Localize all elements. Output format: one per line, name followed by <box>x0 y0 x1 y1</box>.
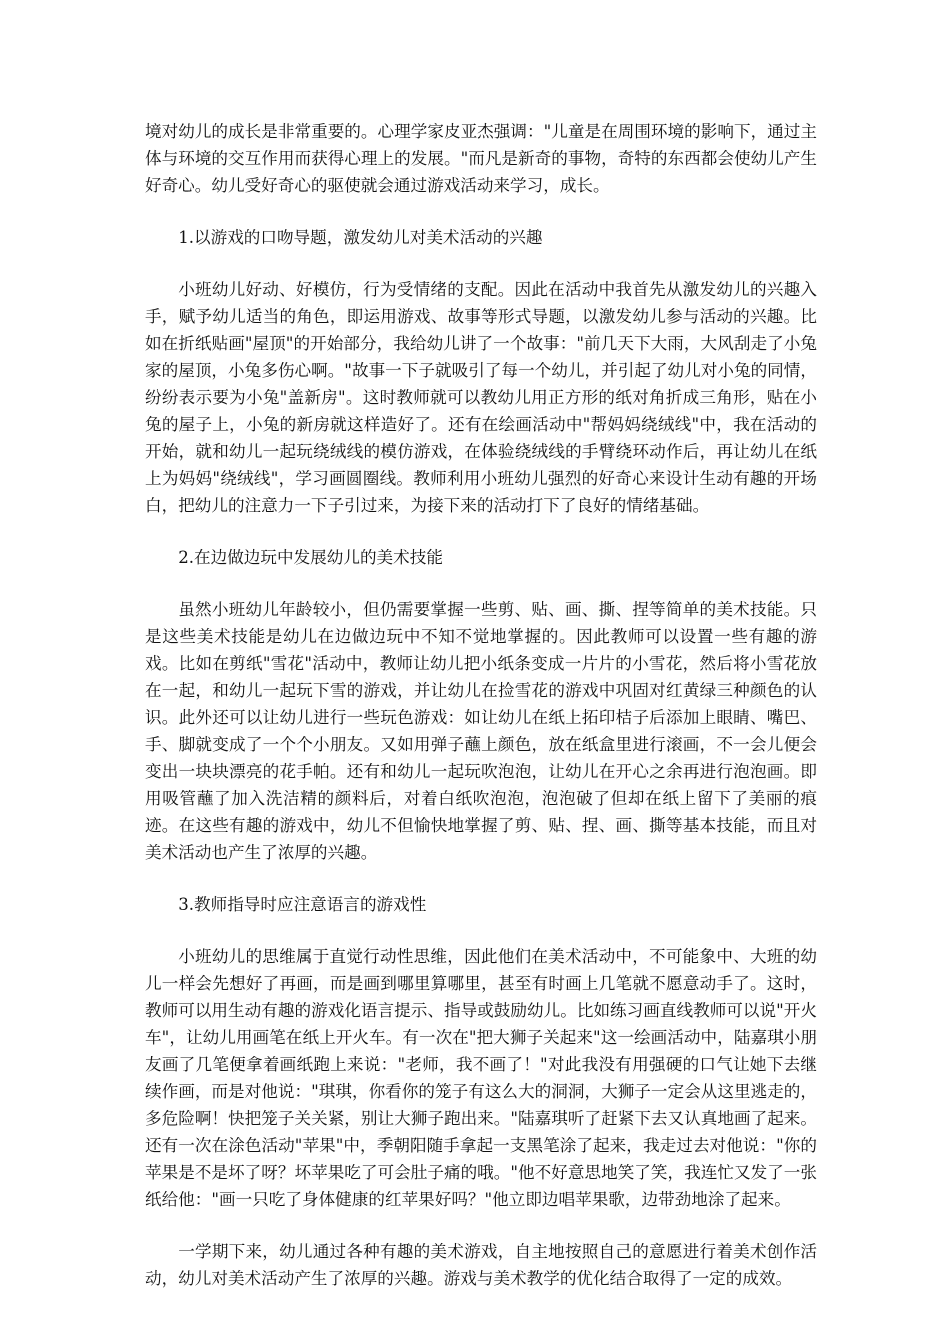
section-1-paragraph: 小班幼儿好动、好模仿，行为受情绪的支配。因此在活动中我首先从激发幼儿的兴趣入手，赋予幼儿适当的角色，即运用游戏、故事等形式导题，以激发幼儿参与活动的兴趣。比如在折纸贴画"屋顶"的开始部分，我给幼儿讲了一个故事："前几天下大雨，大风刮走了小兔家的屋顶，小兔多伤心啊。"故事一下子就吸引了每一个幼儿，并引起了幼儿对小兔的同情，纷纷表示要为小兔"盖新房"。这时教师就可以教幼儿用正方形的纸对角折成三角形，贴在小兔的屋子上，小兔的新房就这样造好了。还有在绘画活动中"帮妈妈绕绒线"中，我在活动的开始，就和幼儿一起玩绕绒线的模仿游戏，在体验绕绒线的手臂绕环动作后，再让幼儿在纸上为妈妈"绕绒线"，学习画圆圈线。教师利用小班幼儿强烈的好奇心来设计生动有趣的开场白，把幼儿的注意力一下子引过来，为接下来的活动打下了良好的情绪基础。 <box>145 280 817 515</box>
section-2-paragraph: 虽然小班幼儿年龄较小，但仍需要掌握一些剪、贴、画、撕、捏等简单的美术技能。只是这些美术技能是幼儿在边做边玩中不知不觉地掌握的。因此教师可以设置一些有趣的游戏。比如在剪纸"雪花"活动中，教师让幼儿把小纸条变成一片片的小雪花，然后将小雪花放在一起，和幼儿一起玩下雪的游戏，并让幼儿在捡雪花的游戏中巩固对红黄绿三种颜色的认识。此外还可以让幼儿进行一些玩色游戏：如让幼儿在纸上拓印桔子后添加上眼睛、嘴巴、手、脚就变成了一个个小朋友。又如用弹子蘸上颜色，放在纸盒里进行滚画，不一会儿便会变出一块块漂亮的花手帕。还有和幼儿一起玩吹泡泡，让幼儿在开心之余再进行泡泡画。即用吸管蘸了加入洗洁精的颜料后，对着白纸吹泡泡，泡泡破了但却在纸上留下了美丽的痕迹。在这些有趣的游戏中，幼儿不但愉快地掌握了剪、贴、捏、画、撕等基本技能，而且对美术活动也产生了浓厚的兴趣。 <box>145 600 817 862</box>
intro-paragraph: 境对幼儿的成长是非常重要的。心理学家皮亚杰强调："儿童是在周围环境的影响下，通过主体与环境的交互作用而获得心理上的发展。"而凡是新奇的事物，奇特的东西都会使幼儿产生好奇心。幼儿受好奇心的驱使就会通过游戏活动来学习，成长。 <box>145 122 817 195</box>
document-page <box>145 118 817 1317</box>
section-2-heading: 2.在边做边玩中发展幼儿的美术技能 <box>178 548 443 567</box>
conclusion-paragraph: 一学期下来，幼儿通过各种有趣的美术游戏，自主地按照自己的意愿进行着美术创作活动，幼儿对美术活动产生了浓厚的兴趣。游戏与美术教学的优化结合取得了一定的成效。 <box>145 1242 817 1288</box>
section-1-heading: 1.以游戏的口吻导题，激发幼儿对美术活动的兴趣 <box>178 228 543 247</box>
section-3-paragraph: 小班幼儿的思维属于直觉行动性思维，因此他们在美术活动中，不可能象中、大班的幼儿一样会先想好了再画，而是画到哪里算哪里，甚至有时画上几笔就不愿意动手了。这时，教师可以用生动有趣的游戏化语言提示、指导或鼓励幼儿。比如练习画直线教师可以说"开火车"，让幼儿用画笔在纸上开火车。有一次在"把大狮子关起来"这一绘画活动中，陆嘉琪小朋友画了几笔便拿着画纸跑上来说："老师，我不画了！"对此我没有用强硬的口气让她下去继续作画，而是对他说："琪琪，你看你的笼子有这么大的洞洞，大狮子一定会从这里逃走的，多危险啊！快把笼子关关紧，别让大狮子跑出来。"陆嘉琪听了赶紧下去又认真地画了起来。还有一次在涂色活动"苹果"中，季朝阳随手拿起一支黑笔涂了起来，我走过去对他说："你的苹果是不是坏了呀？坏苹果吃了可会肚子痛的哦。"他不好意思地笑了笑，我连忙又发了一张纸给他："画一只吃了身体健康的红苹果好吗？"他立即边唱苹果歌，边带劲地涂了起来。 <box>145 947 817 1209</box>
section-3-heading: 3.教师指导时应注意语言的游戏性 <box>178 895 427 914</box>
